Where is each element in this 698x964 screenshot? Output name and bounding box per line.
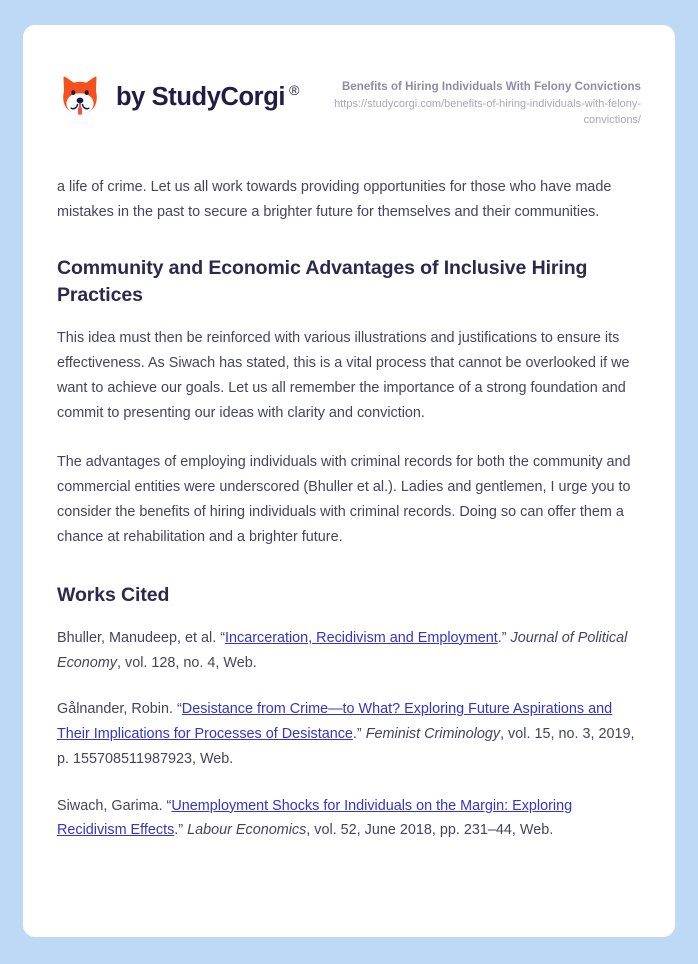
citation-details: , vol. 128, no. 4, Web. <box>117 654 257 671</box>
citation-link-suffix: .” <box>174 822 188 839</box>
document-title: Benefits of Hiring Individuals With Felony Convictions <box>341 81 641 93</box>
document-source-url: https://studycorgi.com/benefits-of-hiring-individuals-with-felony-convictions/ <box>334 98 641 127</box>
citation-author: Gålnander, Robin. “ <box>57 701 182 718</box>
document-body <box>23 175 675 843</box>
citation-link-suffix: .” <box>352 726 366 743</box>
citation-link[interactable]: Incarceration, Recidivism and Employment <box>225 629 498 646</box>
citation-journal: Feminist Criminology <box>365 726 501 743</box>
citation-journal: Journal of Political Economy <box>57 629 628 671</box>
header-meta <box>306 73 641 129</box>
corgi-face-logo-icon <box>57 75 103 121</box>
citation-details: , vol. 15, no. 3, 2019, p. 155708511987923, Web. <box>57 726 635 767</box>
brand-wordmark-text: by StudyCorgi <box>116 83 286 112</box>
body-paragraph-1: This idea must then be reinforced with various illustrations and justifications to ensure its effectiveness. As Siwach has stated, this is a vital process that cannot be overlooked if we want to achieve our goals. Let us all remember the importance of a strong foundation and commit to presenting our ideas with clarity and conviction. <box>57 329 630 422</box>
citation-entry <box>57 697 641 771</box>
citation-details: , vol. 52, June 2018, pp. 231–44, Web. <box>306 822 554 839</box>
citation-entry <box>57 626 641 676</box>
brand-wordmark <box>116 82 299 112</box>
citation-journal: Labour Economics <box>187 822 307 839</box>
intro-paragraph: a life of crime. Let us all work towards providing opportunities for those who have made mistakes in the past to secure a brighter future for themselves and their communities. <box>57 179 612 221</box>
section-heading: Community and Economic Advantages of Inclusive Hiring Practices <box>57 257 588 306</box>
document-page-card <box>23 25 675 937</box>
registered-trademark-mark: ® <box>289 82 299 99</box>
citation-author: Siwach, Garima. “ <box>57 797 172 814</box>
citation-entry <box>57 794 641 844</box>
document-header <box>23 25 675 129</box>
citation-link[interactable]: Unemployment Shocks for Individuals on the Margin: Exploring Recidivism Effects <box>57 797 573 839</box>
citation-author: Bhuller, Manudeep, et al. “ <box>57 629 225 646</box>
studycorgi-brand[interactable] <box>57 73 299 121</box>
citation-link-suffix: .” <box>497 629 511 646</box>
works-cited-heading: Works Cited <box>57 584 170 607</box>
citation-link[interactable]: Desistance from Crime—to What? Exploring Future Aspirations and Their Implications for Processes of Desistance <box>57 701 613 743</box>
body-paragraph-2: The advantages of employing individuals with criminal records for both the community and commercial entities were underscored (Bhuller et al.). Ladies and gentlemen, I urge you to consider the benefits of hiring individuals with criminal records. Doing so can offer them a chance at rehabilitation and a brighter future. <box>57 454 631 546</box>
